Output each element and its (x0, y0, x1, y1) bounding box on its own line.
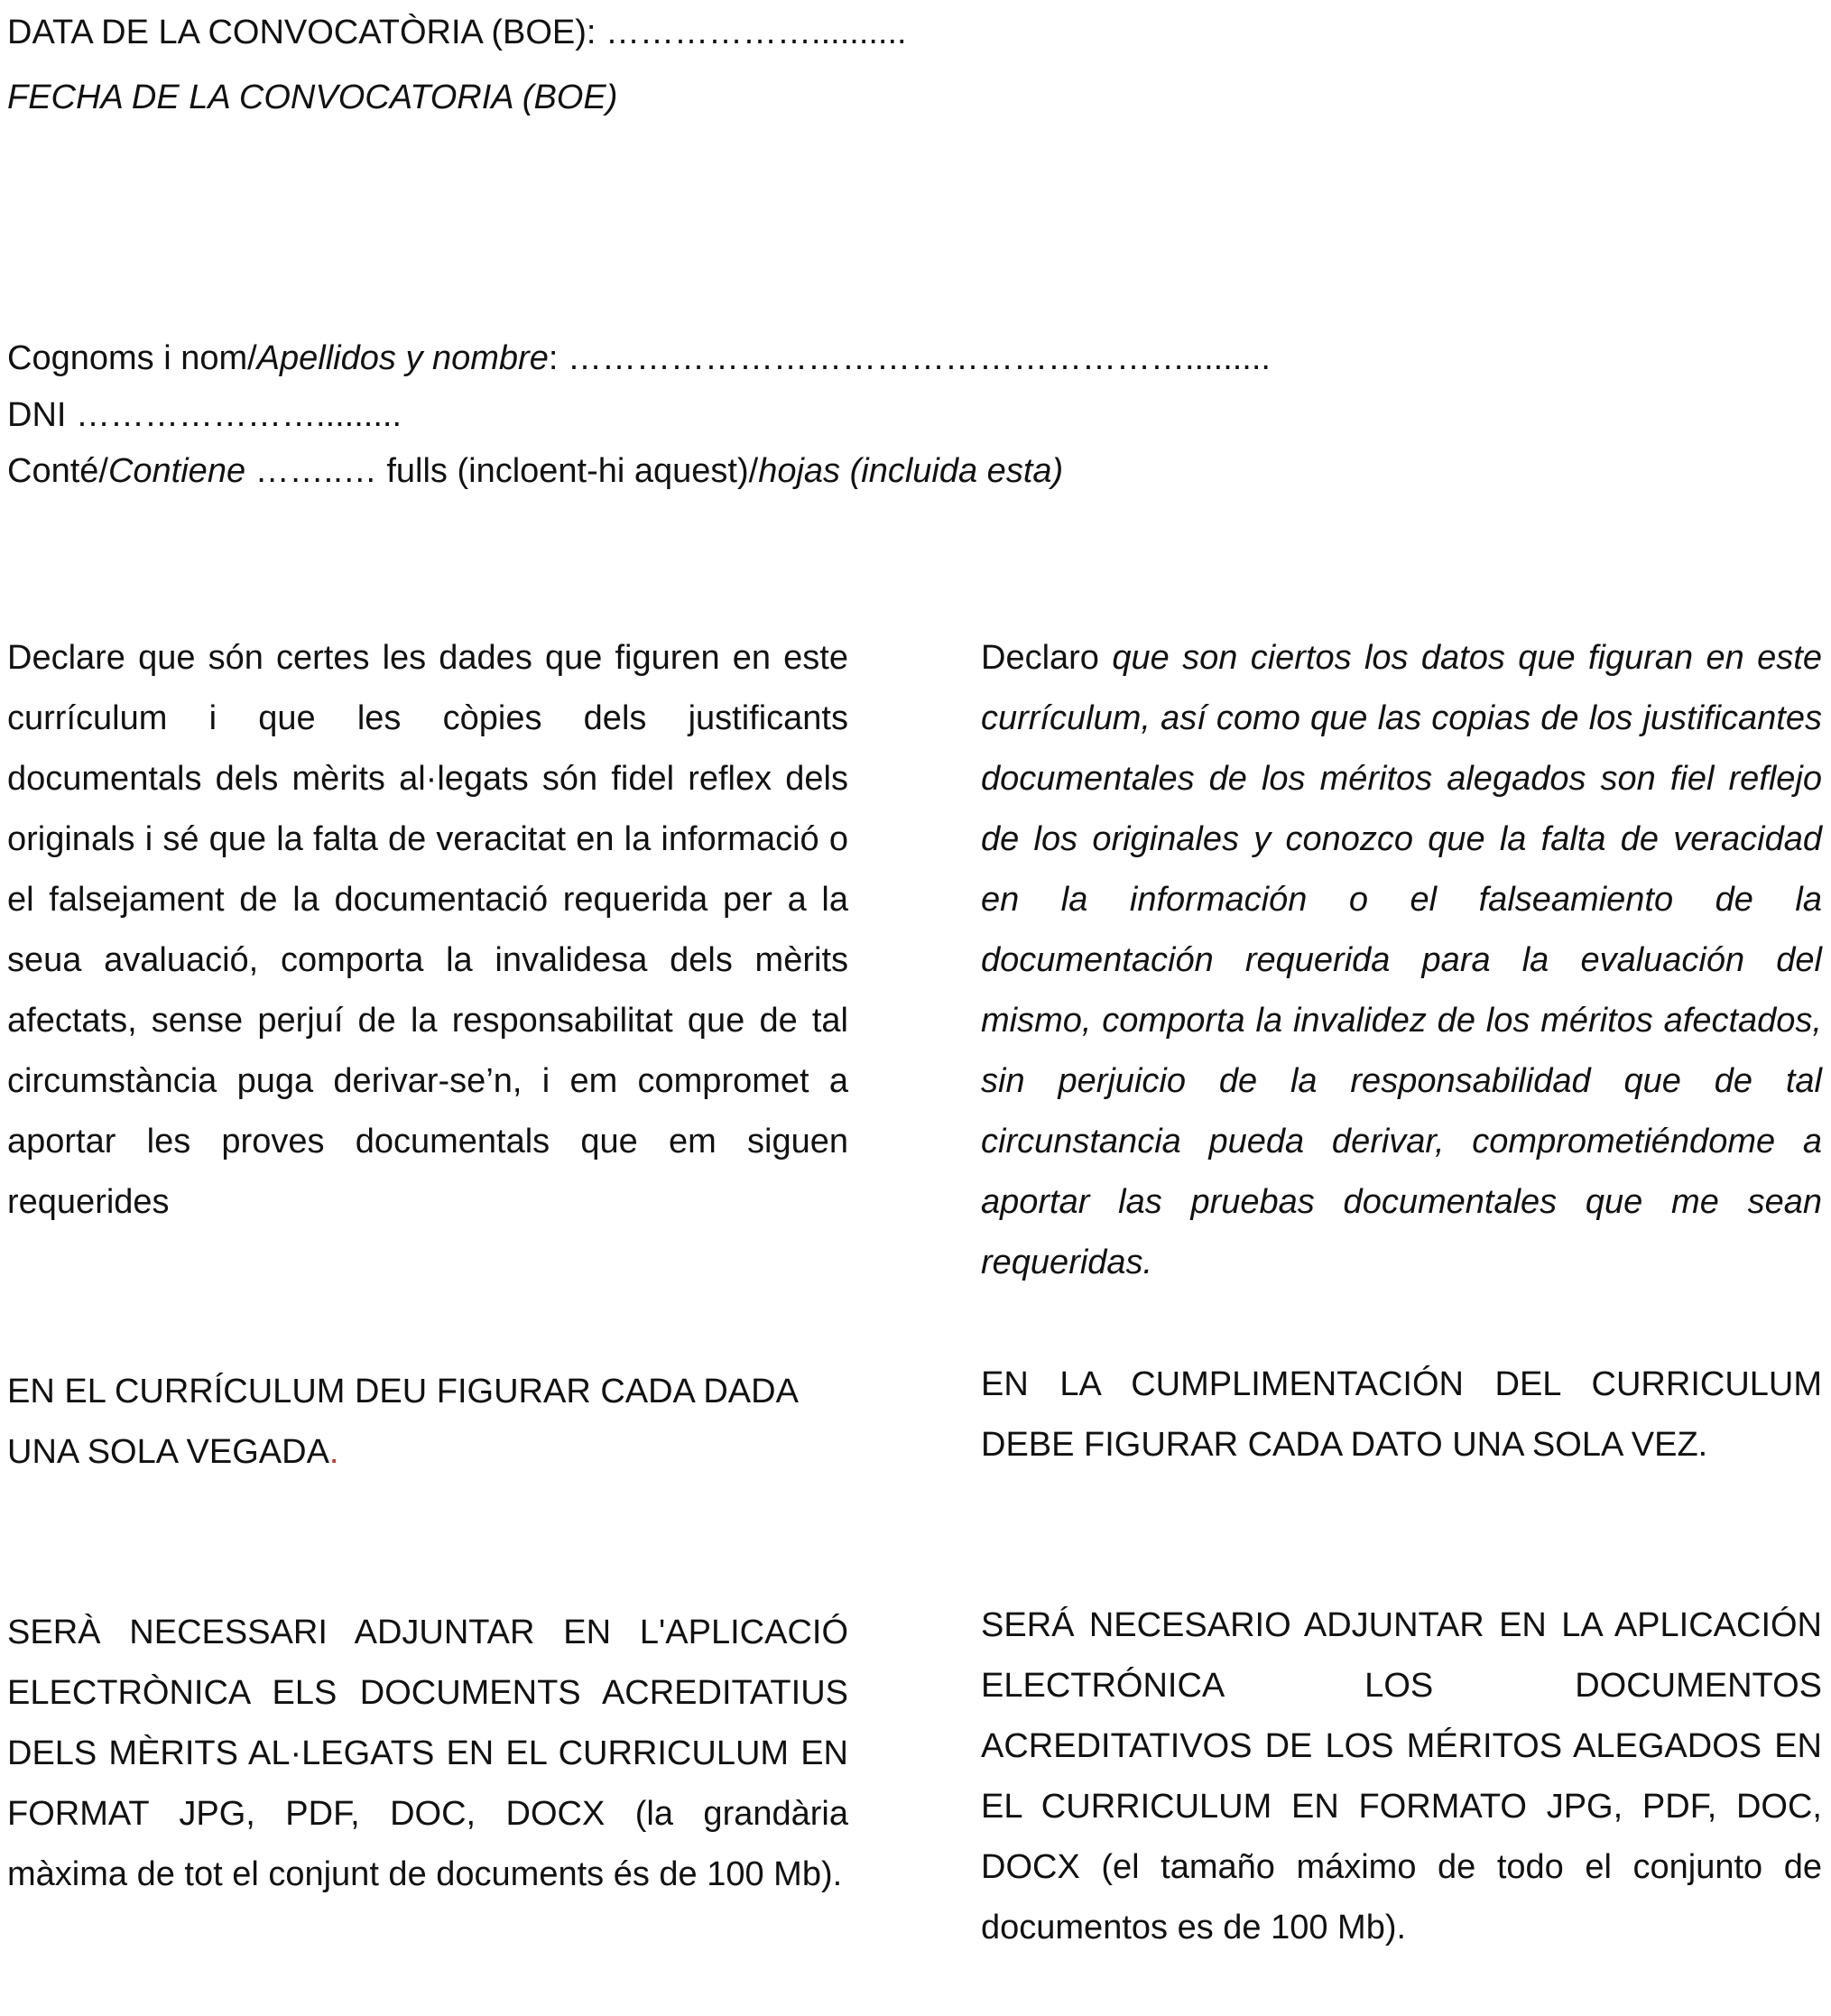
notice-attach-es-text: SERÁ NECESARIO ADJUNTAR EN LA APLICACIÓN ELECTRÓNICA LOS DOCUMENTOS ACREDITATIVOS DE LOS MÉRITOS ALEGADOS EN EL CURRICULUM EN FORMATO JPG, PDF, DOC, DOCX (el tamaño máximo de todo el conjunto de documentos es de 100 Mb). (981, 1606, 1822, 1947)
notice-once-ca (7, 1362, 848, 1483)
convocation-date-dots: ……………….......... (596, 14, 907, 51)
sheets-label-ca: fulls (incloent-hi aquest)/ (376, 452, 759, 490)
notice-once-ca-body: EN EL CURRÍCULUM DEU FIGURAR CADA DADA UNA SOLA VEGADA (7, 1373, 797, 1471)
sheets-label-es: hojas (incluida esta) (758, 452, 1064, 490)
contains-label-ca: Conté/ (7, 452, 108, 490)
notice-once-es-text: EN LA CUMPLIMENTACIÓN DEL CURRICULUM DEBE FIGURAR CADA DATO UNA SOLA VEZ. (981, 1365, 1822, 1464)
convocation-date-ca-label: DATA DE LA CONVOCATÒRIA (BOE): (7, 14, 596, 51)
name-dots: : ………………………………………………......... (548, 339, 1271, 377)
contains-label-es: Contiene (107, 452, 246, 490)
sheets-field-line (7, 451, 1063, 491)
notice-once-es (981, 1355, 1822, 1475)
name-label-es: Apellidos y nombre (256, 339, 549, 377)
notice-once-ca-text (7, 1362, 848, 1483)
declaration-es-rest: que son ciertos los datos que figuran en este currículum, así como que las copias de los justificantes documentales de los méritos alegados son fiel reflejo de los originales y conozco que la falta de veracidad en la información o el falseamiento de la documentación requerida para la evaluación del mismo, comporta la invalidez de los méritos afectados, sin perjuicio de la responsabilidad que de tal circunstancia pueda derivar, comprometiéndome a aportar las pruebas documentales que me sean requeridas. (981, 639, 1822, 1281)
declaration-es-lead: Declaro (981, 639, 1099, 677)
name-label-ca: Cognoms i nom/ (7, 339, 257, 377)
notice-attach-ca-text: SERÀ NECESSARI ADJUNTAR EN L'APLICACIÓ ELECTRÒNICA ELS DOCUMENTS ACREDITATIUS DELS MÈRITS AL·LEGATS EN EL CURRICULUM EN FORMAT JPG, PDF, DOC, DOCX (la grandària màxima de tot el conjunt de documents és de 100 Mb). (7, 1614, 848, 1893)
declaration-ca-text: Declare que són certes les dades que figuren en este currículum i que les còpies dels justificants documentals dels mèrits al·legats són fidel reflex dels originals i sé que la falta de veracitat en la informació o el falsejament de la documentació requerida per a la seua avaluació, comporta la invalidesa dels mèrits afectats, sense perjuí de la responsabilitat que de tal circumstància puga derivar-se’n, i em compromet a aportar les proves documentals que em siguen requerides (7, 639, 848, 1221)
declaration-es (981, 628, 1822, 1293)
name-field-line (7, 338, 1271, 378)
convocation-date-es: FECHA DE LA CONVOCATORIA (BOE) (7, 79, 618, 116)
notice-attach-ca (7, 1603, 848, 1905)
dni-dots: …………………......... (66, 396, 402, 434)
dni-label: DNI (7, 396, 67, 434)
convocation-date-ca (7, 13, 907, 52)
declaration-ca (7, 628, 848, 1233)
notice-attach-es (981, 1595, 1822, 1958)
dni-field-line (7, 395, 402, 435)
sheets-dots: ……..… (245, 452, 377, 490)
declaration-es-text (981, 628, 1822, 1293)
notice-once-ca-period: . (328, 1433, 339, 1471)
